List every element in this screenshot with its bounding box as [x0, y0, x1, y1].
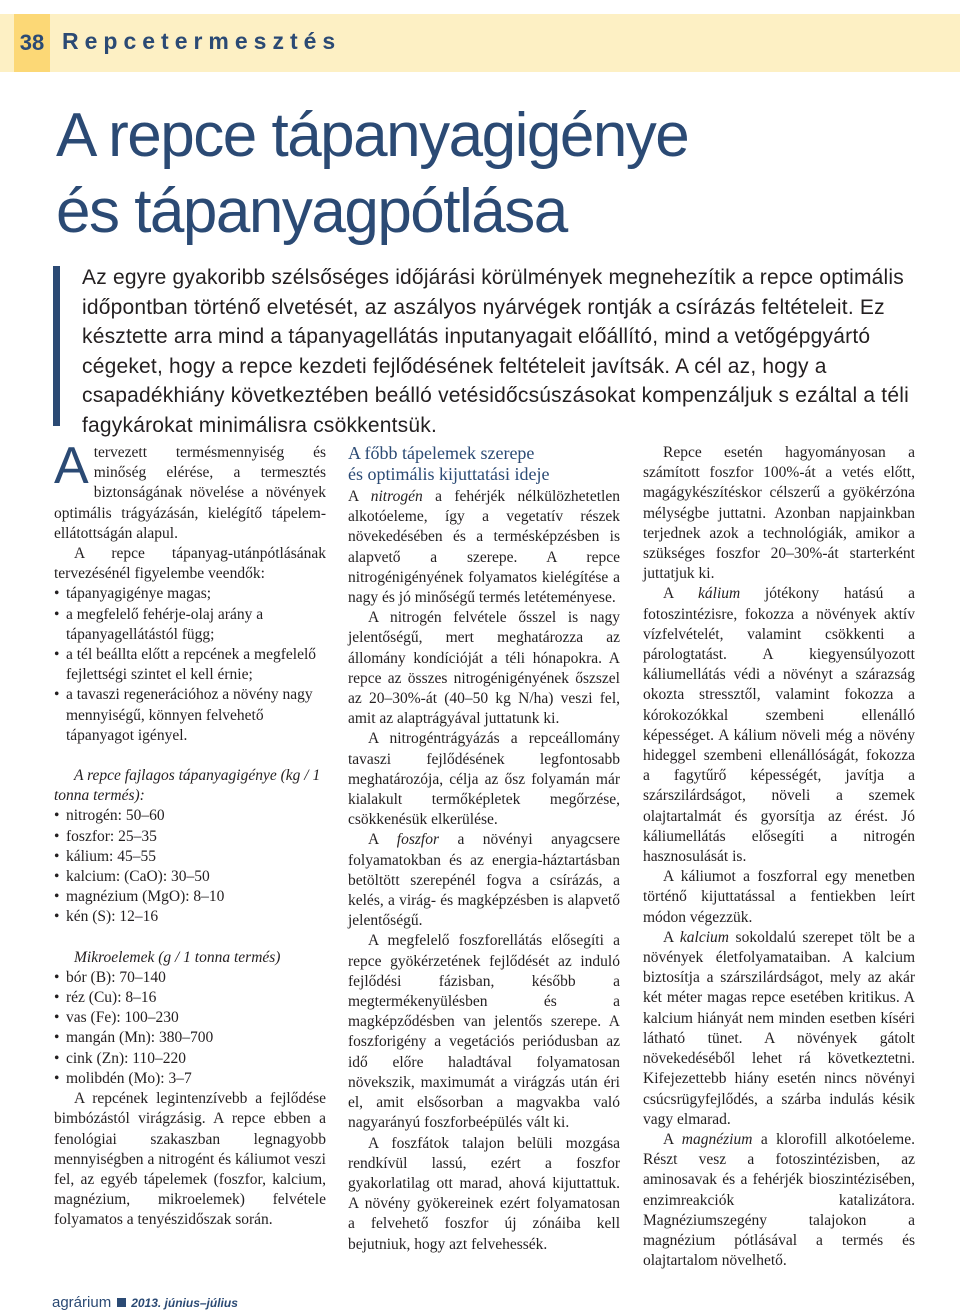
term-potassium: kálium	[698, 585, 741, 603]
paragraph: A nitrogén a fehérjék nélkülözhetetlen alkotóeleme, így a vegetatív részek növekedésében és a termésképzésben is alapvető a szerepe. A repce nitrogénigényének folyamatos kielégítése a nagy és jó minőségű termés letéteményese.	[348, 488, 620, 607]
lead-accent-bar	[53, 266, 60, 426]
intro-paragraph	[54, 437, 326, 544]
list-item: • foszfor: 25–35	[54, 827, 326, 847]
list-item: • réz (Cu): 8–16	[54, 988, 326, 1008]
drop-cap: A	[54, 437, 89, 495]
list-item: • a megfelelő fehérje-olaj arány a tápanyagellátástól függ;	[54, 605, 326, 645]
paragraph: A kalcium sokoldalú szerepet tölt be a növények életfolyamataiban. A kalcium biztosítja a szárszilárdságot, mely az akár két méter magas repce esetében kritikus. A kalcium hiányát nem minden esetben kíséri látható tünet. A növények gátolt növekedéséből lehet rá következtetni. Kifejezettebb hiány esetén nincs növényi csúcsrügyfejlődés, a szárba indulás késik vagy elmarad.	[643, 928, 915, 1128]
term-phosphorus: foszfor	[396, 831, 439, 849]
magazine-brand: agrárium	[52, 1294, 112, 1311]
paragraph: A foszfátok talajon belüli mozgása rendkívül lassú, ezért a foszfor gyakorlatilag ott marad, ahová kijuttattuk. A növény gyökereinek ezért folyamatosan a felvehető foszfor új zónáiba kell bejutniuk, hogy azt felvehessék.	[348, 1134, 620, 1253]
paragraph: A káliumot a foszforral egy menetben történő kijuttatással a fentiekben leírt módon végezzük.	[643, 868, 915, 926]
title-line-1: A repce tápanyagigénye	[56, 101, 689, 170]
micro-list	[54, 968, 326, 1089]
paragraph: A megfelelő foszforellátás elősegíti a repce gyökérzetének fejlődését az induló fejlődési fázisban, később a megtermékenyülésben és a magképződésben van jelentős szerepe. A foszforigény a vegetációs periódusban az idő előre haladtával folyamatosan növekszik, maximumát a virágzás után éri el, amit elsősorban a magvakba való nagyarányú foszforbeépülés vált ki.	[348, 932, 620, 1132]
paragraph: A magnézium a klorofill alkotóeleme. Részt vesz a fotoszintézisben, az aminosavak és a fehérjék bioszintézisében, enzimreakciók katalizátora. Magnéziumszegény talajokon a magnézium pótlásával a termés és olajtartalom növelhető.	[643, 1130, 915, 1270]
paragraph: A repce tápanyag-utánpótlásának tervezésénél figyelembe veendők:	[54, 545, 326, 583]
list-item: • tápanyagigénye magas;	[54, 584, 326, 604]
list-item: • kalcium: (CaO): 30–50	[54, 867, 326, 887]
footer	[52, 1294, 238, 1311]
list-item: • bór (B): 70–140	[54, 968, 326, 988]
list-item: • nitrogén: 50–60	[54, 806, 326, 826]
list-item: • kén (S): 12–16	[54, 907, 326, 927]
list-item: • magnézium (MgO): 8–10	[54, 887, 326, 907]
list-item: • a tavaszi regenerációhoz a növény nagy mennyiségű, könnyen felvehető tápanyagot igényel.	[54, 685, 326, 746]
paragraph: Repce esetén hagyományosan a számított foszfor 100%-át a vetés előtt, magágykészítéskor célszerű a gyökérzóna mélységbe juttatni. Azonban napjainkban terjednek azok a technológiák, amikor a szükséges foszfor 20–30%-át starterként juttatjuk ki.	[643, 444, 915, 583]
subheading-line-2: és optimális kijuttatási ideje	[348, 464, 550, 484]
square-icon	[117, 1298, 126, 1307]
list-item: • kálium: 45–55	[54, 847, 326, 867]
term-magnesium: magnézium	[681, 1130, 753, 1148]
list-item: • molibdén (Mo): 3–7	[54, 1069, 326, 1089]
specific-need-title: A repce fajlagos tápanyagigénye (kg / 1 tonna termés):	[54, 767, 321, 805]
title-line-2: és tápanyagpótlása	[56, 177, 567, 246]
paragraph: A nitrogéntrágyázás a repceállomány tavaszi fejlődésének legfontosabb meghatározója, célja az ősz folyamán már kialakult termőképletek megőrzése, csökkenésük elkerülése.	[348, 730, 620, 829]
term-nitrogen: nitrogén	[370, 488, 423, 505]
column-1	[54, 437, 326, 1231]
paragraph: A repcének legintenzívebb a fejlődése bimbózástól virágzásig. A repce ebben a fenológiai szakaszban legnagyobb mennyiségben a nitrogént és káliumot veszi fel, az egyéb tápelemek (foszfor, kalcium, magnézium, mikroelemek) felvétele folyamatos a tenyészidőszak során.	[54, 1090, 326, 1229]
considerations-list	[54, 584, 326, 746]
subheading	[348, 443, 620, 485]
list-item: • vas (Fe): 100–230	[54, 1008, 326, 1028]
column-3	[643, 443, 915, 1271]
article-title	[56, 98, 688, 250]
specific-need-list	[54, 806, 326, 927]
lead-paragraph: Az egyre gyakoribb szélsőséges időjárási körülmények megnehezítik a repce optimális időpontban történő elvetését, az aszályos nyárvégek rontják a csírázás feltételeit. Ez késztette arra mind a tápanyagellátás inputanyagait előállító, mind a vetőgépgyártó cégeket, hogy a repce kezdeti fejlődésének feltételeit javítsák. A cél az, hogy a csapadékhiány következtében beálló vetésidőcsúszásokat kompenzáljuk s ezáltal a téli fagykárokat minimálisra csökkentsük.	[82, 266, 909, 437]
paragraph: A foszfor a növényi anyagcsere folyamatokban és az energia-háztartásban betöltött szerepénél fogva a csírázás, a kelés, a virág- és magképzésben is alapvető jelentőségű.	[348, 831, 620, 930]
term-calcium: kalcium	[679, 928, 729, 946]
section-label: Repcetermesztés	[62, 28, 342, 54]
list-item: • cink (Zn): 110–220	[54, 1049, 326, 1069]
list-item: • mangán (Mn): 380–700	[54, 1028, 326, 1048]
micro-title: Mikroelemek (g / 1 tonna termés)	[74, 948, 281, 966]
column-2	[348, 443, 620, 1255]
intro-text: tervezett termésmennyiség és minőség elérése, a termesztés biztonságának növelése a növények optimális trágyázásán, kielégítő tápelem-ellátottságán alapul.	[54, 444, 326, 542]
page-number: 38	[14, 14, 50, 72]
paragraph: A nitrogén felvétele ősszel is nagy jelentőségű, mert meghatározza az állomány kondícióját a téli hónapokra. A repce az összes nitrogénigényének őszszel az 20–30%-át (40–50 kg N/ha) veszi fel, amit az alaptrágyával juttatunk ki.	[348, 609, 620, 728]
issue-date: 2013. június–július	[131, 1296, 238, 1310]
subheading-line-1: A főbb tápelemek szerepe	[348, 443, 535, 463]
list-item: • a tél beállta előtt a repcének a megfelelő fejlettségi szintet el kell érnie;	[54, 645, 326, 685]
paragraph: A kálium jótékony hatású a fotoszintézisre, fokozza a növények aktív vízfelvételét, valamint csökkenti a párologtatást. A kiegyensúlyozott káliumellátás védi a növényt a szárazság okozta stressztől, valamint fokozza a kórokozókkal szembeni ellenálló képességet. A kálium növeli még a növény hideggel szembeni ellenállóságát, fokozza a fagytűrő képességét, javítja a szárszilárdságot, növeli a szemek olajtartalmát és gyorsítja az érést. Jó káliumellátás elősegíti a nitrogén hasznosulását is.	[643, 585, 915, 866]
